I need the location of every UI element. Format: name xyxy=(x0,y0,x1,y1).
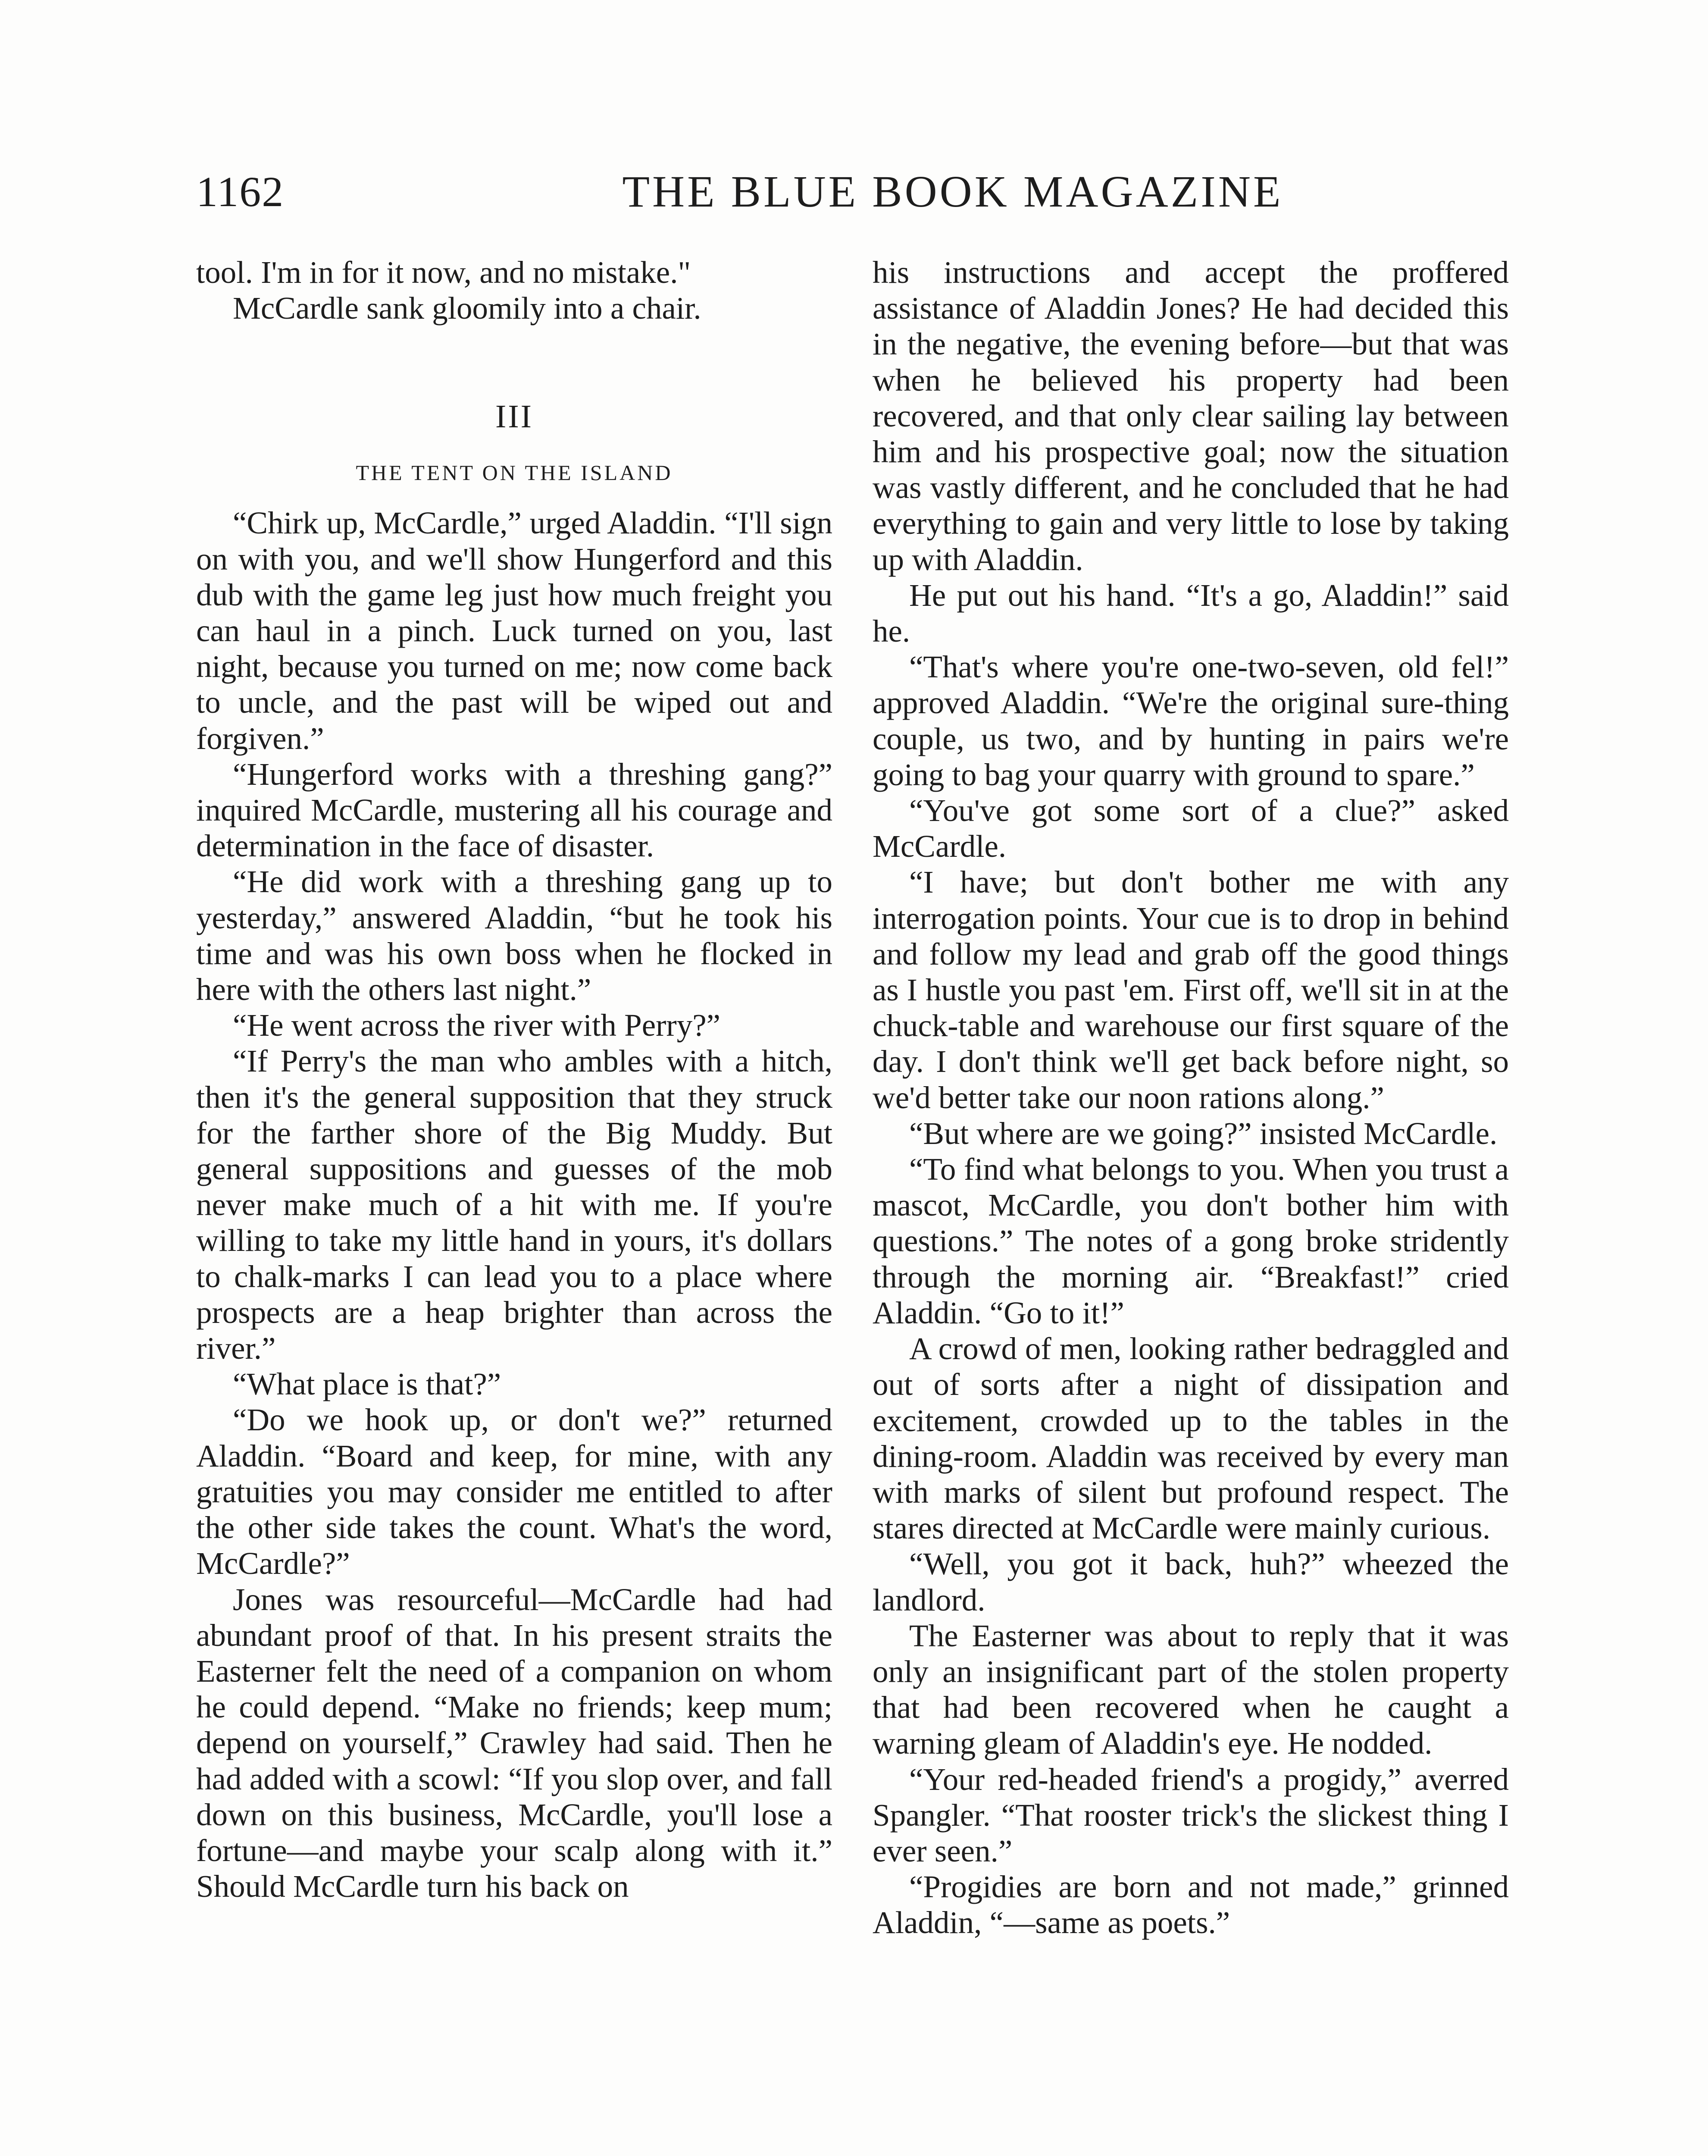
paragraph: “I have; but don't bother me with any interrogation points. Your cue is to drop in behind and follow my lead and grab off the good things as I hustle you past 'em. First off, we'll sit in at the chuck-table and warehouse our first square of the day. I don't think we'll get back before night, so we'd better take our noon rations along.” xyxy=(873,865,1509,1115)
page-header xyxy=(196,162,1507,222)
paragraph: He put out his hand. “It's a go, Aladdin!” said he. xyxy=(873,577,1509,649)
chapter-number: III xyxy=(495,398,533,435)
paragraph: “Chirk up, McCardle,” urged Aladdin. “I'll sign on with you, and we'll show Hungerford and this dub with the game leg just how much freight you can haul in a pinch. Luck turned on you, last night, because you turned on me; now come back to uncle, and the past will be wiped out and forgiven.” xyxy=(196,505,832,756)
paragraph: “He did work with a threshing gang up to yesterday,” answered Aladdin, “but he took his time and was his own boss when he flocked in here with the others last night.” xyxy=(196,864,832,1007)
paragraph: “But where are we going?” insisted McCardle. xyxy=(909,1116,1498,1151)
chapter-title: THE TENT ON THE ISLAND xyxy=(356,461,673,485)
paragraph: A crowd of men, looking rather bedraggled and out of sorts after a night of dissipation and excitement, crowded up to the tables in the dining-room. Aladdin was received by every man with marks of silent but profound respect. The stares directed at McCardle were mainly curious. xyxy=(873,1331,1509,1546)
right-column xyxy=(873,254,1509,1941)
paragraph: “If Perry's the man who ambles with a hitch, then it's the general supposition that they struck for the farther shore of the Big Muddy. But general suppositions and guesses of the mob never make much of a hit with me. If you're willing to take my little hand in yours, it's dollars to chalk-marks I can lead you to a place where prospects are a heap brighter than across the river.” xyxy=(196,1044,832,1366)
paragraph: “To find what belongs to you. When you trust a mascot, McCardle, you don't bother him with questions.” The notes of a gong broke stridently through the morning air. “Breakfast!” cried Aladdin. “Go to it!” xyxy=(873,1152,1509,1330)
paragraph: “Well, you got it back, huh?” wheezed the landlord. xyxy=(873,1546,1509,1617)
paragraph: his instructions and accept the proffered assistance of Aladdin Jones? He had decided this in the negative, the evening before—but that was when he believed his property had been recovered, and that only clear sailing lay between him and his prospective goal; now the situation was vastly different, and he concluded that he had everything to gain and very little to lose by taking up with Aladdin. xyxy=(873,255,1509,577)
paragraph: “Progidies are born and not made,” grinned Aladdin, “—same as poets.” xyxy=(873,1869,1509,1940)
running-title: THE BLUE BOOK MAGAZINE xyxy=(622,167,1283,216)
page-number: 1162 xyxy=(196,168,285,216)
paragraph: tool. I'm in for it now, and no mistake." xyxy=(196,255,691,290)
paragraph: “He went across the river with Perry?” xyxy=(233,1008,721,1043)
paragraph: “Hungerford works with a threshing gang?” inquired McCardle, mustering all his courage and determination in the face of disaster. xyxy=(196,756,832,864)
paragraph: “That's where you're one-two-seven, old fel!” approved Aladdin. “We're the original sure-thing couple, us two, and by hunting in pairs we're going to bag your quarry with ground to spare.” xyxy=(873,649,1509,792)
left-column xyxy=(196,254,832,1904)
paragraph: “What place is that?” xyxy=(233,1366,501,1402)
paragraph: “Your red-headed friend's a progidy,” averred Spangler. “That rooster trick's the slickest thing I ever seen.” xyxy=(873,1761,1509,1868)
paragraph: The Easterner was about to reply that it was only an insignificant part of the stolen property that had been recovered when he caught a warning gleam of Aladdin's eye. He nodded. xyxy=(873,1618,1509,1761)
paragraph: McCardle sank gloomily into a chair. xyxy=(233,291,701,326)
paragraph: Jones was resourceful—McCardle had had abundant proof of that. In his present straits the Easterner felt the need of a companion on whom he could depend. “Make no friends; keep mum; depend on yourself,” Crawley had said. Then he had added with a scowl: “If you slop over, and fall down on this business, McCardle, you'll lose a fortune—and maybe your scalp along with it.” Should McCardle turn his back on xyxy=(196,1582,832,1904)
paragraph: “You've got some sort of a clue?” asked McCardle. xyxy=(873,793,1509,864)
paragraph: “Do we hook up, or don't we?” returned Aladdin. “Board and keep, for mine, with any gratuities you may consider me entitled to after the other side takes the count. What's the word, McCardle?” xyxy=(196,1402,832,1581)
